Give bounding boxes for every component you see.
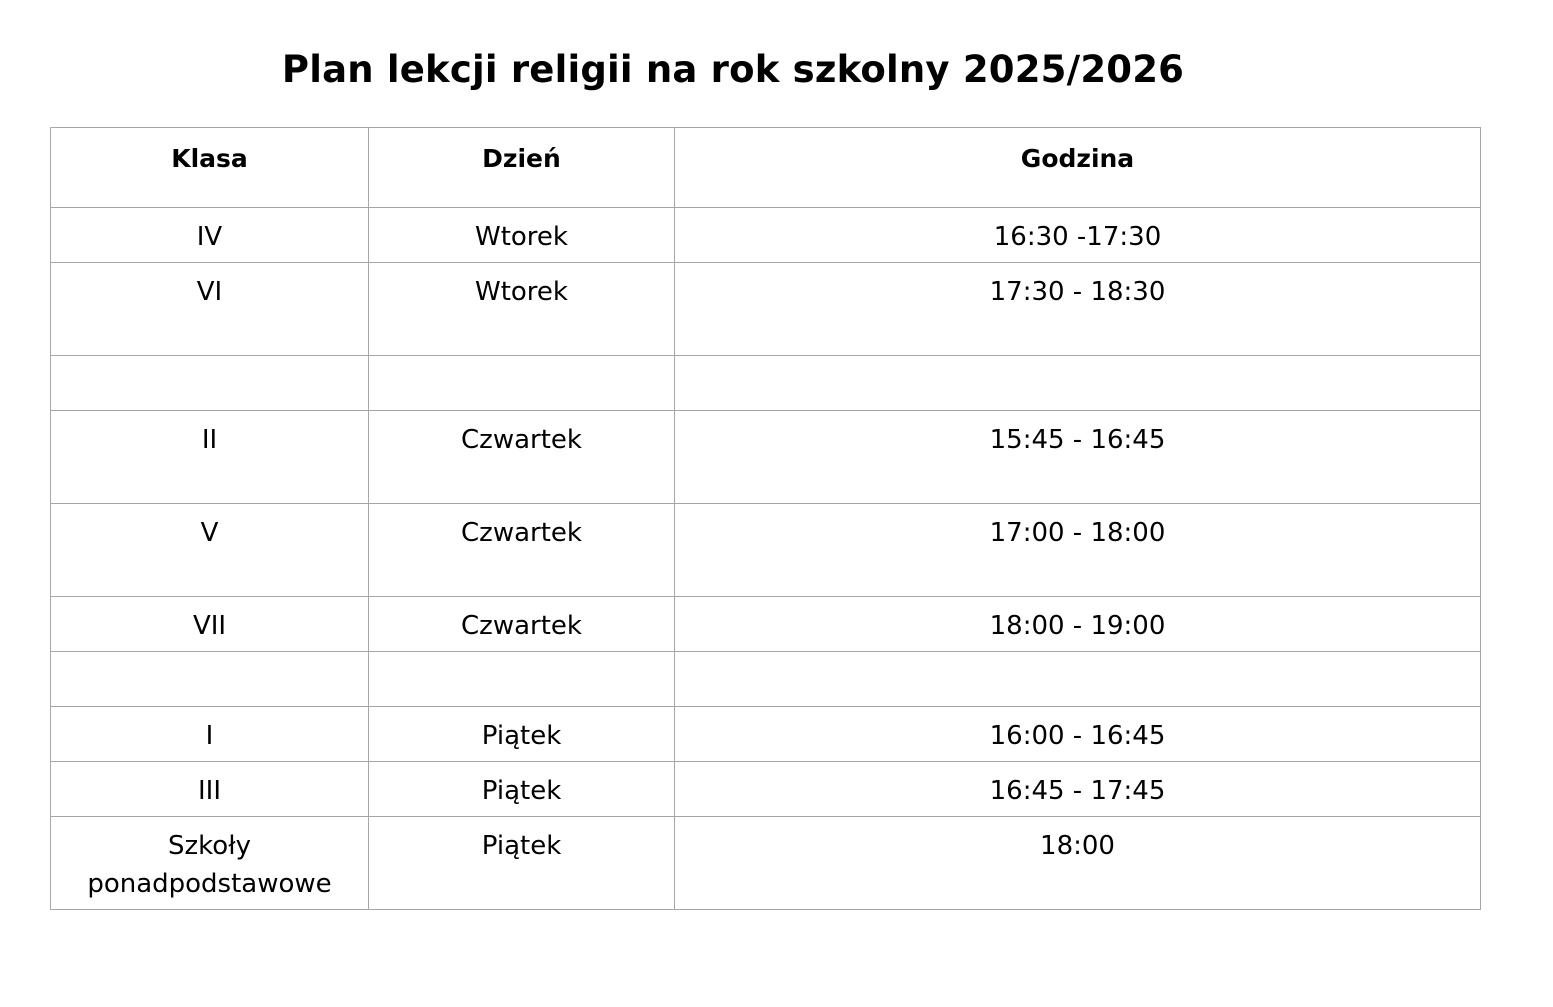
cell-dzien [369,356,675,411]
table-row [51,762,1481,817]
cell-klasa: I [51,707,369,762]
table-row [51,208,1481,263]
cell-klasa [51,356,369,411]
cell-dzien: Czwartek [369,597,675,652]
cell-godzina [675,652,1481,707]
cell-dzien: Piątek [369,817,675,910]
header-klasa: Klasa [51,128,369,208]
cell-godzina: 15:45 - 16:45 [675,411,1481,504]
cell-godzina: 16:45 - 17:45 [675,762,1481,817]
table-row [51,504,1481,597]
cell-godzina: 16:00 - 16:45 [675,707,1481,762]
table-header-row [51,128,1481,208]
table-row [51,597,1481,652]
cell-godzina: 17:00 - 18:00 [675,504,1481,597]
cell-dzien: Czwartek [369,504,675,597]
cell-dzien: Piątek [369,762,675,817]
cell-dzien: Wtorek [369,263,675,356]
table-row-empty [51,652,1481,707]
cell-godzina: 16:30 -17:30 [675,208,1481,263]
cell-klasa: VII [51,597,369,652]
cell-godzina: 18:00 [675,817,1481,910]
cell-godzina [675,356,1481,411]
page-title: Plan lekcji religii na rok szkolny 2025/2026 [281,48,1185,91]
table-row-empty [51,356,1481,411]
cell-dzien: Piątek [369,707,675,762]
cell-klasa: III [51,762,369,817]
table-row [51,263,1481,356]
cell-godzina: 17:30 - 18:30 [675,263,1481,356]
cell-dzien [369,652,675,707]
cell-klasa: V [51,504,369,597]
cell-godzina: 18:00 - 19:00 [675,597,1481,652]
header-dzien: Dzień [369,128,675,208]
schedule-table [50,127,1481,910]
cell-klasa: IV [51,208,369,263]
table-row [51,817,1481,910]
cell-dzien: Czwartek [369,411,675,504]
cell-klasa: VI [51,263,369,356]
cell-dzien: Wtorek [369,208,675,263]
header-godzina: Godzina [675,128,1481,208]
cell-klasa: Szkoły ponadpodstawowe [51,817,369,910]
cell-klasa: II [51,411,369,504]
cell-klasa [51,652,369,707]
table-row [51,411,1481,504]
table-row [51,707,1481,762]
